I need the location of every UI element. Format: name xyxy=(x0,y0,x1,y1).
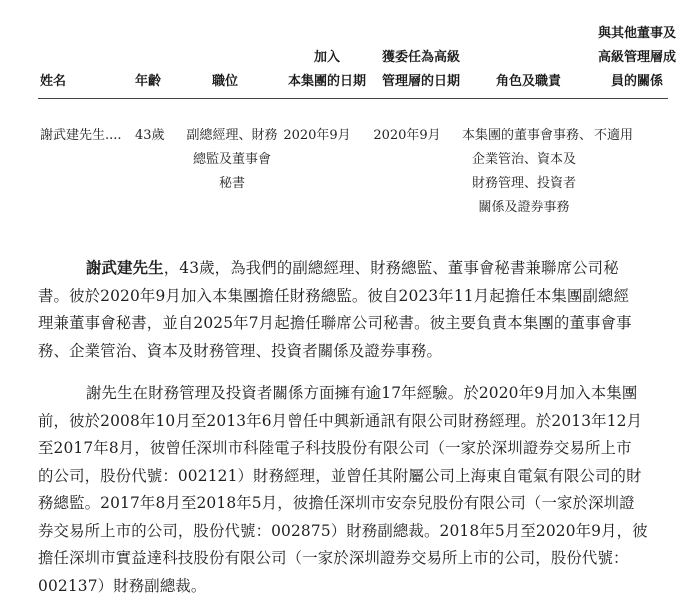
bio-paragraph-2-line-5: 務總監。2017年8月至2018年5月，彼擔任深圳市安奈兒股份有限公司（一家於深圳證 xyxy=(38,494,635,512)
bio-paragraph-2-line-1 xyxy=(38,380,668,408)
cell-role-line-2: 企業管治、資本及 xyxy=(471,152,576,167)
header-rule xyxy=(38,98,668,99)
bio-paragraph-1-line-2: 書。彼於2020年9月加入本集團擔任財務總監。彼自2023年11月起擔任本集團副總經 xyxy=(38,286,630,305)
cell-role-line-4: 關係及證券事務 xyxy=(478,200,570,215)
header-age: 年齡 xyxy=(135,74,162,89)
header-relationship-line-2: 高級管理層成 xyxy=(597,50,676,65)
cell-appointed-date: 2020年9月 xyxy=(373,128,441,143)
cell-name: 謝武建先生.... xyxy=(40,128,122,143)
bio-paragraph-2-line-7: 擔任深圳市實益達科技股份有限公司（一家於深圳證券交易所上市的公司，股份代號： xyxy=(38,549,629,567)
bio-paragraph-2-line-6: 券交易所上市的公司，股份代號：002875）財務副總裁。2018年5月至2020年9月，彼 xyxy=(38,521,648,540)
header-appointed-date xyxy=(372,46,470,94)
cell-role xyxy=(462,124,593,220)
cell-position-line-3: 秘書 xyxy=(218,176,245,191)
header-join-date xyxy=(282,46,372,94)
cell-role-line-3: 財務管理、投資者 xyxy=(471,176,576,191)
header-relationship-line-3: 員的關係 xyxy=(610,74,663,89)
cell-join-date: 2020年9月 xyxy=(283,128,351,143)
bio-paragraph-2-line-8: 002137）財務副總裁。 xyxy=(38,576,207,595)
bio-paragraph-1-line-1-text: ，43歲，為我們的副總經理、財務總監、董事會秘書兼聯席公司秘 xyxy=(163,259,619,277)
cell-position-line-1: 副總經理、財務 xyxy=(186,128,278,143)
bio-paragraph-1 xyxy=(38,255,668,365)
header-appointed-date-line-1: 獲委任為高級 xyxy=(381,50,460,65)
header-relationship xyxy=(592,22,682,94)
bio-paragraph-1-line-1 xyxy=(38,255,668,283)
cell-position xyxy=(180,124,284,196)
management-table xyxy=(0,0,700,240)
cell-relationship: 不適用 xyxy=(594,128,634,143)
director-name: 謝武建先生 xyxy=(86,259,164,277)
cell-position-line-2: 總監及董事會 xyxy=(192,152,271,167)
header-join-date-line-2: 本集團的日期 xyxy=(287,74,366,89)
header-position: 職位 xyxy=(212,74,239,89)
bio-paragraph-2-line-1-text: 謝先生在財務管理及投資者關係方面擁有逾17年經驗。於2020年9月加入本集團 xyxy=(86,384,638,402)
bio-paragraph-2-line-2: 前，彼於2008年10月至2013年6月曾任中興新通訊有限公司財務經理。於2013年12月 xyxy=(38,411,643,430)
cell-role-line-1: 本集團的董事會事務、 xyxy=(462,128,593,143)
bio-paragraph-2-line-3: 至2017年8月，彼曾任深圳市科陸電子科技股份有限公司（一家於深圳證券交易所上市 xyxy=(38,439,632,457)
cell-age: 43歲 xyxy=(135,128,165,143)
bio-paragraph-2-line-4: 的公司，股份代號：002121）財務經理，並曾任其附屬公司上海東自電氣有限公司的財 xyxy=(38,466,642,485)
bio-paragraph-1-line-3: 理兼董事會秘書，並自2025年7月起擔任聯席公司秘書。彼主要負責本集團的董事會事 xyxy=(38,314,632,332)
bio-paragraph-2 xyxy=(38,380,668,600)
header-appointed-date-line-2: 管理層的日期 xyxy=(381,74,460,89)
header-relationship-line-1: 與其他董事及 xyxy=(597,26,676,41)
header-role: 角色及職責 xyxy=(496,74,562,89)
bio-paragraph-1-line-4: 務、企業管治、資本及財務管理、投資者關係及證券事務。 xyxy=(38,341,443,360)
header-join-date-line-1: 加入 xyxy=(313,50,340,65)
header-name: 姓名 xyxy=(40,74,67,89)
